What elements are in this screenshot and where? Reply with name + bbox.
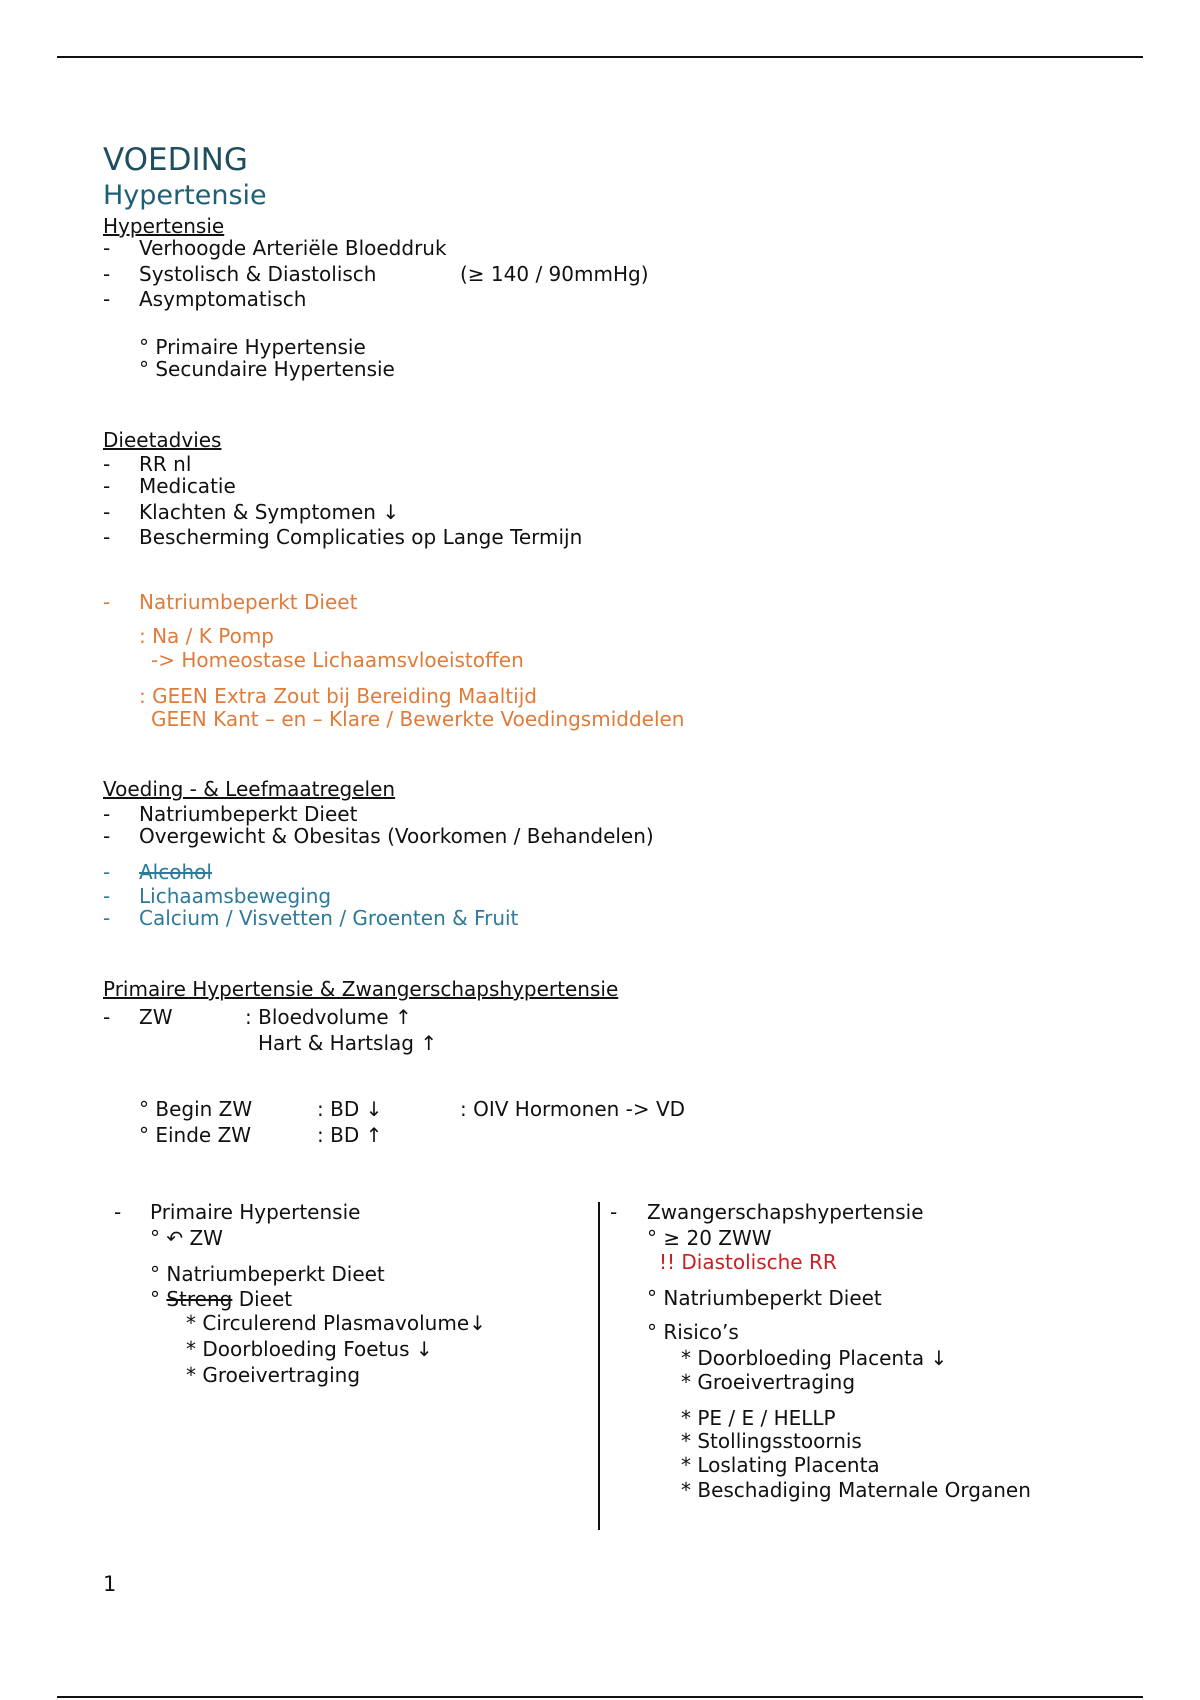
begin-zw-note: : OIV Hormonen -> VD bbox=[460, 1097, 686, 1121]
subtype-item: ° Secundaire Hypertensie bbox=[139, 357, 395, 381]
blood-pressure-range: (≥ 140 / 90mmHg) bbox=[460, 262, 649, 286]
subtype-item: ° Primaire Hypertensie bbox=[139, 335, 366, 359]
left-risk-item: * Groeivertraging bbox=[186, 1363, 361, 1387]
natrium-line: -> Homeostase Lichaamsvloeistoffen bbox=[151, 648, 524, 672]
list-bullet: - bbox=[103, 590, 111, 614]
bottom-rule bbox=[57, 1696, 1143, 1698]
section-heading-dieetadvies: Dieetadvies bbox=[103, 428, 222, 452]
list-bullet: - bbox=[103, 500, 111, 524]
right-column-item: ° ≥ 20 ZWW bbox=[647, 1226, 772, 1250]
left-risk-item: * Circulerend Plasmavolume↓ bbox=[186, 1311, 486, 1335]
left-risk-item: * Doorbloeding Foetus ↓ bbox=[186, 1337, 433, 1361]
left-column-item bbox=[150, 1287, 292, 1311]
list-item: Systolisch & Diastolisch bbox=[139, 262, 377, 286]
list-item: Verhoogde Arteriële Bloeddruk bbox=[139, 236, 447, 260]
list-bullet: - bbox=[103, 1005, 111, 1029]
list-item: Lichaamsbeweging bbox=[139, 884, 332, 908]
list-bullet: - bbox=[103, 802, 111, 826]
einde-zw-label: ° Einde ZW bbox=[139, 1123, 252, 1147]
section-heading-maatregelen: Voeding - & Leefmaatregelen bbox=[103, 777, 396, 801]
list-bullet: - bbox=[103, 474, 111, 498]
left-column-item: ° Natriumbeperkt Dieet bbox=[150, 1262, 385, 1286]
begin-zw-value: : BD ↓ bbox=[317, 1097, 383, 1121]
right-risk-item: * Stollingsstoornis bbox=[681, 1429, 862, 1453]
column-divider bbox=[598, 1202, 600, 1530]
right-column-warning: !! Diastolische RR bbox=[659, 1250, 837, 1274]
list-item: Calcium / Visvetten / Groenten & Fruit bbox=[139, 906, 519, 930]
list-item: Klachten & Symptomen ↓ bbox=[139, 500, 400, 524]
list-item: Overgewicht & Obesitas (Voorkomen / Behandelen) bbox=[139, 824, 654, 848]
natrium-line: GEEN Kant – en – Klare / Bewerkte Voedingsmiddelen bbox=[151, 707, 685, 731]
natrium-line: : GEEN Extra Zout bij Bereiding Maaltijd bbox=[139, 684, 537, 708]
document-subtitle: Hypertensie bbox=[103, 180, 267, 211]
right-risk-item: * PE / E / HELLP bbox=[681, 1406, 836, 1430]
item-prefix: ° bbox=[150, 1287, 167, 1311]
right-risk-item: * Doorbloeding Placenta ↓ bbox=[681, 1346, 948, 1370]
list-bullet: - bbox=[103, 262, 111, 286]
list-bullet: - bbox=[103, 884, 111, 908]
natrium-title: Natriumbeperkt Dieet bbox=[139, 590, 358, 614]
einde-zw-value: : BD ↑ bbox=[317, 1123, 383, 1147]
list-bullet: - bbox=[103, 860, 111, 884]
list-bullet: - bbox=[114, 1200, 122, 1224]
page-number: 1 bbox=[103, 1572, 117, 1596]
natrium-line: : Na / K Pomp bbox=[139, 624, 274, 648]
section-heading-zw: Primaire Hypertensie & Zwangerschapshypertensie bbox=[103, 977, 619, 1001]
right-risk-item: * Groeivertraging bbox=[681, 1370, 856, 1394]
right-column-item: ° Natriumbeperkt Dieet bbox=[647, 1286, 882, 1310]
list-item: RR nl bbox=[139, 452, 192, 476]
list-item: Asymptomatisch bbox=[139, 287, 307, 311]
zw-line: Hart & Hartslag ↑ bbox=[258, 1031, 438, 1055]
right-column-item: ° Risico’s bbox=[647, 1320, 739, 1344]
list-bullet: - bbox=[103, 824, 111, 848]
left-column-title: Primaire Hypertensie bbox=[150, 1200, 361, 1224]
document-title: VOEDING bbox=[103, 142, 248, 178]
list-bullet: - bbox=[103, 236, 111, 260]
right-column-title: Zwangerschapshypertensie bbox=[647, 1200, 924, 1224]
list-bullet: - bbox=[103, 287, 111, 311]
list-item: Medicatie bbox=[139, 474, 236, 498]
list-bullet: - bbox=[103, 525, 111, 549]
list-item: Bescherming Complicaties op Lange Termijn bbox=[139, 525, 583, 549]
right-risk-item: * Beschadiging Maternale Organen bbox=[681, 1478, 1031, 1502]
top-rule bbox=[57, 56, 1143, 58]
list-item: Natriumbeperkt Dieet bbox=[139, 802, 358, 826]
list-bullet: - bbox=[610, 1200, 618, 1224]
right-risk-item: * Loslating Placenta bbox=[681, 1453, 880, 1477]
list-bullet: - bbox=[103, 906, 111, 930]
item-suffix: Dieet bbox=[232, 1287, 293, 1311]
list-item-struck: Alcohol bbox=[139, 860, 212, 884]
section-heading-hypertensie: Hypertensie bbox=[103, 214, 225, 238]
zw-line: : Bloedvolume ↑ bbox=[245, 1005, 412, 1029]
zw-label: ZW bbox=[139, 1005, 173, 1029]
struck-word: Streng bbox=[166, 1287, 233, 1311]
left-column-item: ° ↶ ZW bbox=[150, 1226, 223, 1250]
begin-zw-label: ° Begin ZW bbox=[139, 1097, 253, 1121]
list-bullet: - bbox=[103, 452, 111, 476]
